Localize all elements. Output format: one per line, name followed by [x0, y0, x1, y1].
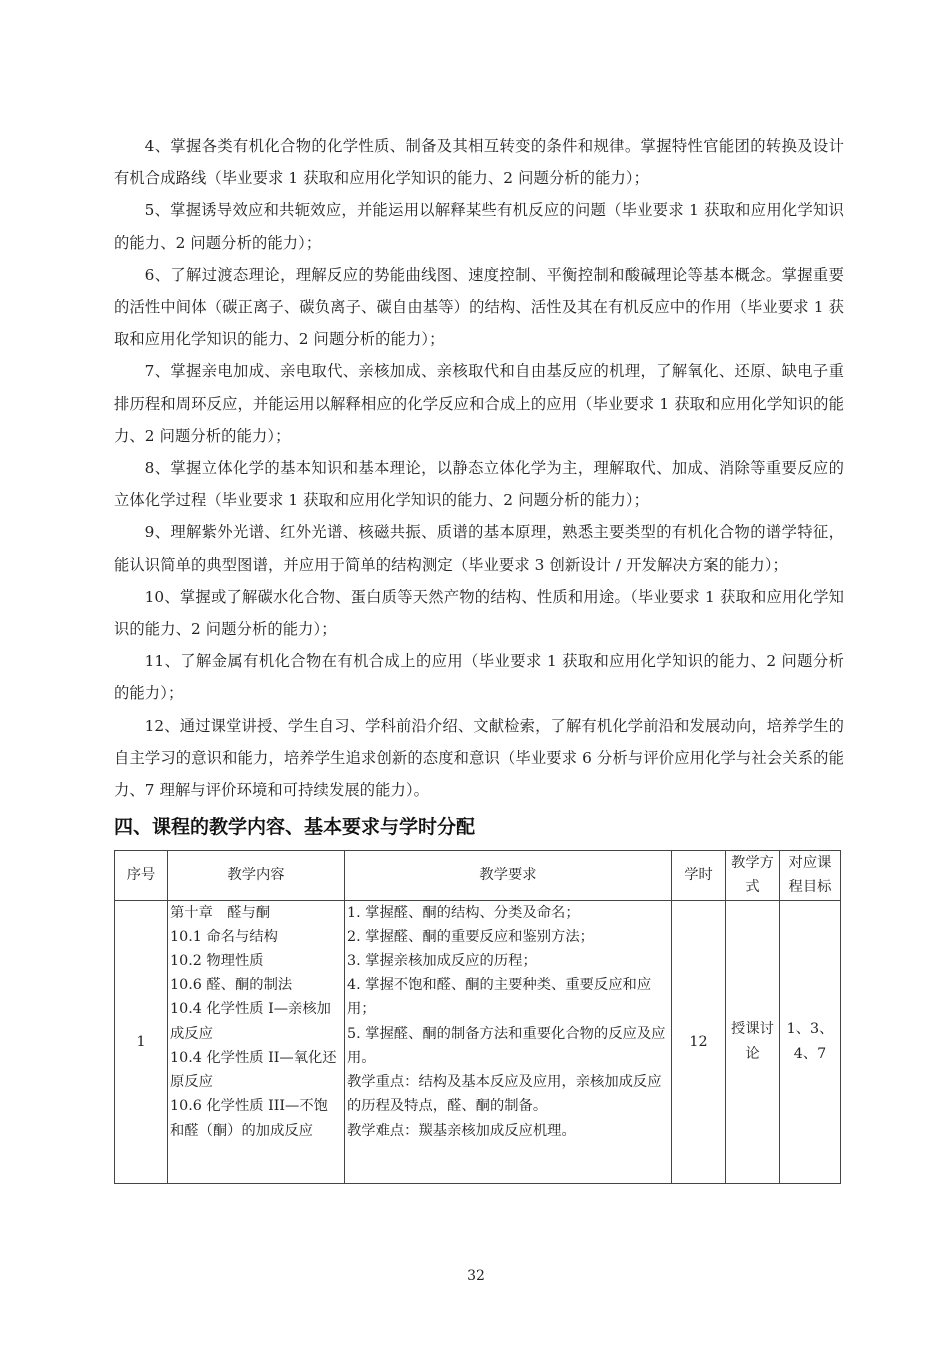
content-line: 第十章 醛与酮 — [170, 904, 271, 921]
objective-paragraph-7: 7、掌握亲电加成、亲电取代、亲核加成、亲核取代和自由基反应的机理，了解氧化、还原、缺电子重排历程和周环反应，并能运用以解释相应的化学反应和合成上的应用（毕业要求 1 获取和应用化学知识的能力、2 问题分析的能力）； — [114, 362, 844, 445]
requirement-line: 3. 掌握亲核加成反应的历程； — [347, 953, 537, 970]
page-content — [114, 130, 844, 1184]
row-hours: 12 — [672, 900, 726, 1183]
requirement-line: 4. 掌握不饱和醛、酮的主要种类、重要反应和应用； — [347, 977, 652, 1018]
objective-paragraph-11: 11、了解金属有机化合物在有机合成上的应用（毕业要求 1 获取和应用化学知识的能力、2 问题分析的能力）； — [114, 652, 844, 703]
objective-paragraph-8: 8、掌握立体化学的基本知识和基本理论，以静态立体化学为主，理解取代、加成、消除等重要反应的立体化学过程（毕业要求 1 获取和应用化学知识的能力、2 问题分析的能力）； — [114, 459, 844, 510]
table-row — [115, 900, 841, 1183]
row-requirements — [345, 900, 672, 1183]
objective-paragraph-10: 10、掌握或了解碳水化合物、蛋白质等天然产物的结构、性质和用途。（毕业要求 1 获取和应用化学知识的能力、2 问题分析的能力）； — [114, 587, 844, 639]
header-objectives: 对应课程目标 — [780, 851, 841, 900]
content-line: 10.6 化学性质 III—不饱和醛（酮）的加成反应 — [170, 1098, 328, 1139]
requirement-line: 教学难点：羰基亲核加成反应机理。 — [347, 1122, 576, 1139]
objective-paragraph-4: 4、掌握各类有机化合物的化学性质、制备及其相互转变的条件和规律。掌握特性官能团的转换及设计有机合成路线（毕业要求 1 获取和应用化学知识的能力、2 问题分析的能力）； — [114, 137, 844, 188]
header-index: 序号 — [115, 851, 168, 900]
row-method: 授课讨论 — [726, 900, 780, 1183]
objective-paragraph-9: 9、理解紫外光谱、红外光谱、核磁共振、质谱的基本原理，熟悉主要类型的有机化合物的谱学特征，能认识简单的典型图谱，并应用于简单的结构测定（毕业要求 3 创新设计 / 开发解决方案的能力）； — [114, 523, 844, 574]
objective-paragraph-6: 6、了解过渡态理论，理解反应的势能曲线图、速度控制、平衡控制和酸碱理论等基本概念。掌握重要的活性中间体（碳正离子、碳负离子、碳自由基等）的结构、活性及其在有机反应中的作用（毕业要求 1 获取和应用化学知识的能力、2 问题分析的能力）； — [114, 265, 844, 349]
content-line: 10.6 醛、酮的制法 — [170, 977, 293, 994]
content-line: 10.4 化学性质 II—氧化还原反应 — [170, 1049, 337, 1091]
content-line: 10.4 化学性质 I—亲核加成反应 — [170, 1001, 331, 1042]
table-header-row — [115, 851, 841, 900]
content-line: 10.2 物理性质 — [170, 953, 264, 970]
teaching-content-table — [114, 850, 841, 1183]
header-content: 教学内容 — [168, 851, 345, 900]
requirement-line: 2. 掌握醛、酮的重要反应和鉴别方法； — [347, 928, 594, 945]
requirement-line: 教学重点：结构及基本反应及应用，亲核加成反应的历程及特点，醛、酮的制备。 — [347, 1074, 662, 1115]
objective-paragraph-5: 5、掌握诱导效应和共轭效应，并能运用以解释某些有机反应的问题（毕业要求 1 获取和应用化学知识的能力、2 问题分析的能力）； — [114, 201, 844, 252]
objective-paragraph-12: 12、通过课堂讲授、学生自习、学科前沿介绍、文献检索，了解有机化学前沿和发展动向，培养学生的自主学习的意识和能力，培养学生追求创新的态度和意识（毕业要求 6 分析与评价应用化学与社会关系的能力、7 理解与评价环境和可持续发展的能力）。 — [114, 716, 844, 800]
requirement-line: 1. 掌握醛、酮的结构、分类及命名； — [347, 904, 580, 921]
page-number: 32 — [467, 1268, 485, 1284]
header-method: 教学方式 — [726, 851, 780, 900]
requirement-line: 5. 掌握醛、酮的制备方法和重要化合物的反应及应用。 — [347, 1025, 666, 1066]
row-content — [168, 900, 345, 1183]
header-requirements: 教学要求 — [345, 851, 672, 900]
row-objectives: 1、3、4、7 — [780, 900, 841, 1183]
section-heading: 四、课程的教学内容、基本要求与学时分配 — [114, 816, 476, 839]
header-hours: 学时 — [672, 851, 726, 900]
content-line: 10.1 命名与结构 — [170, 928, 278, 945]
row-index: 1 — [115, 900, 168, 1183]
